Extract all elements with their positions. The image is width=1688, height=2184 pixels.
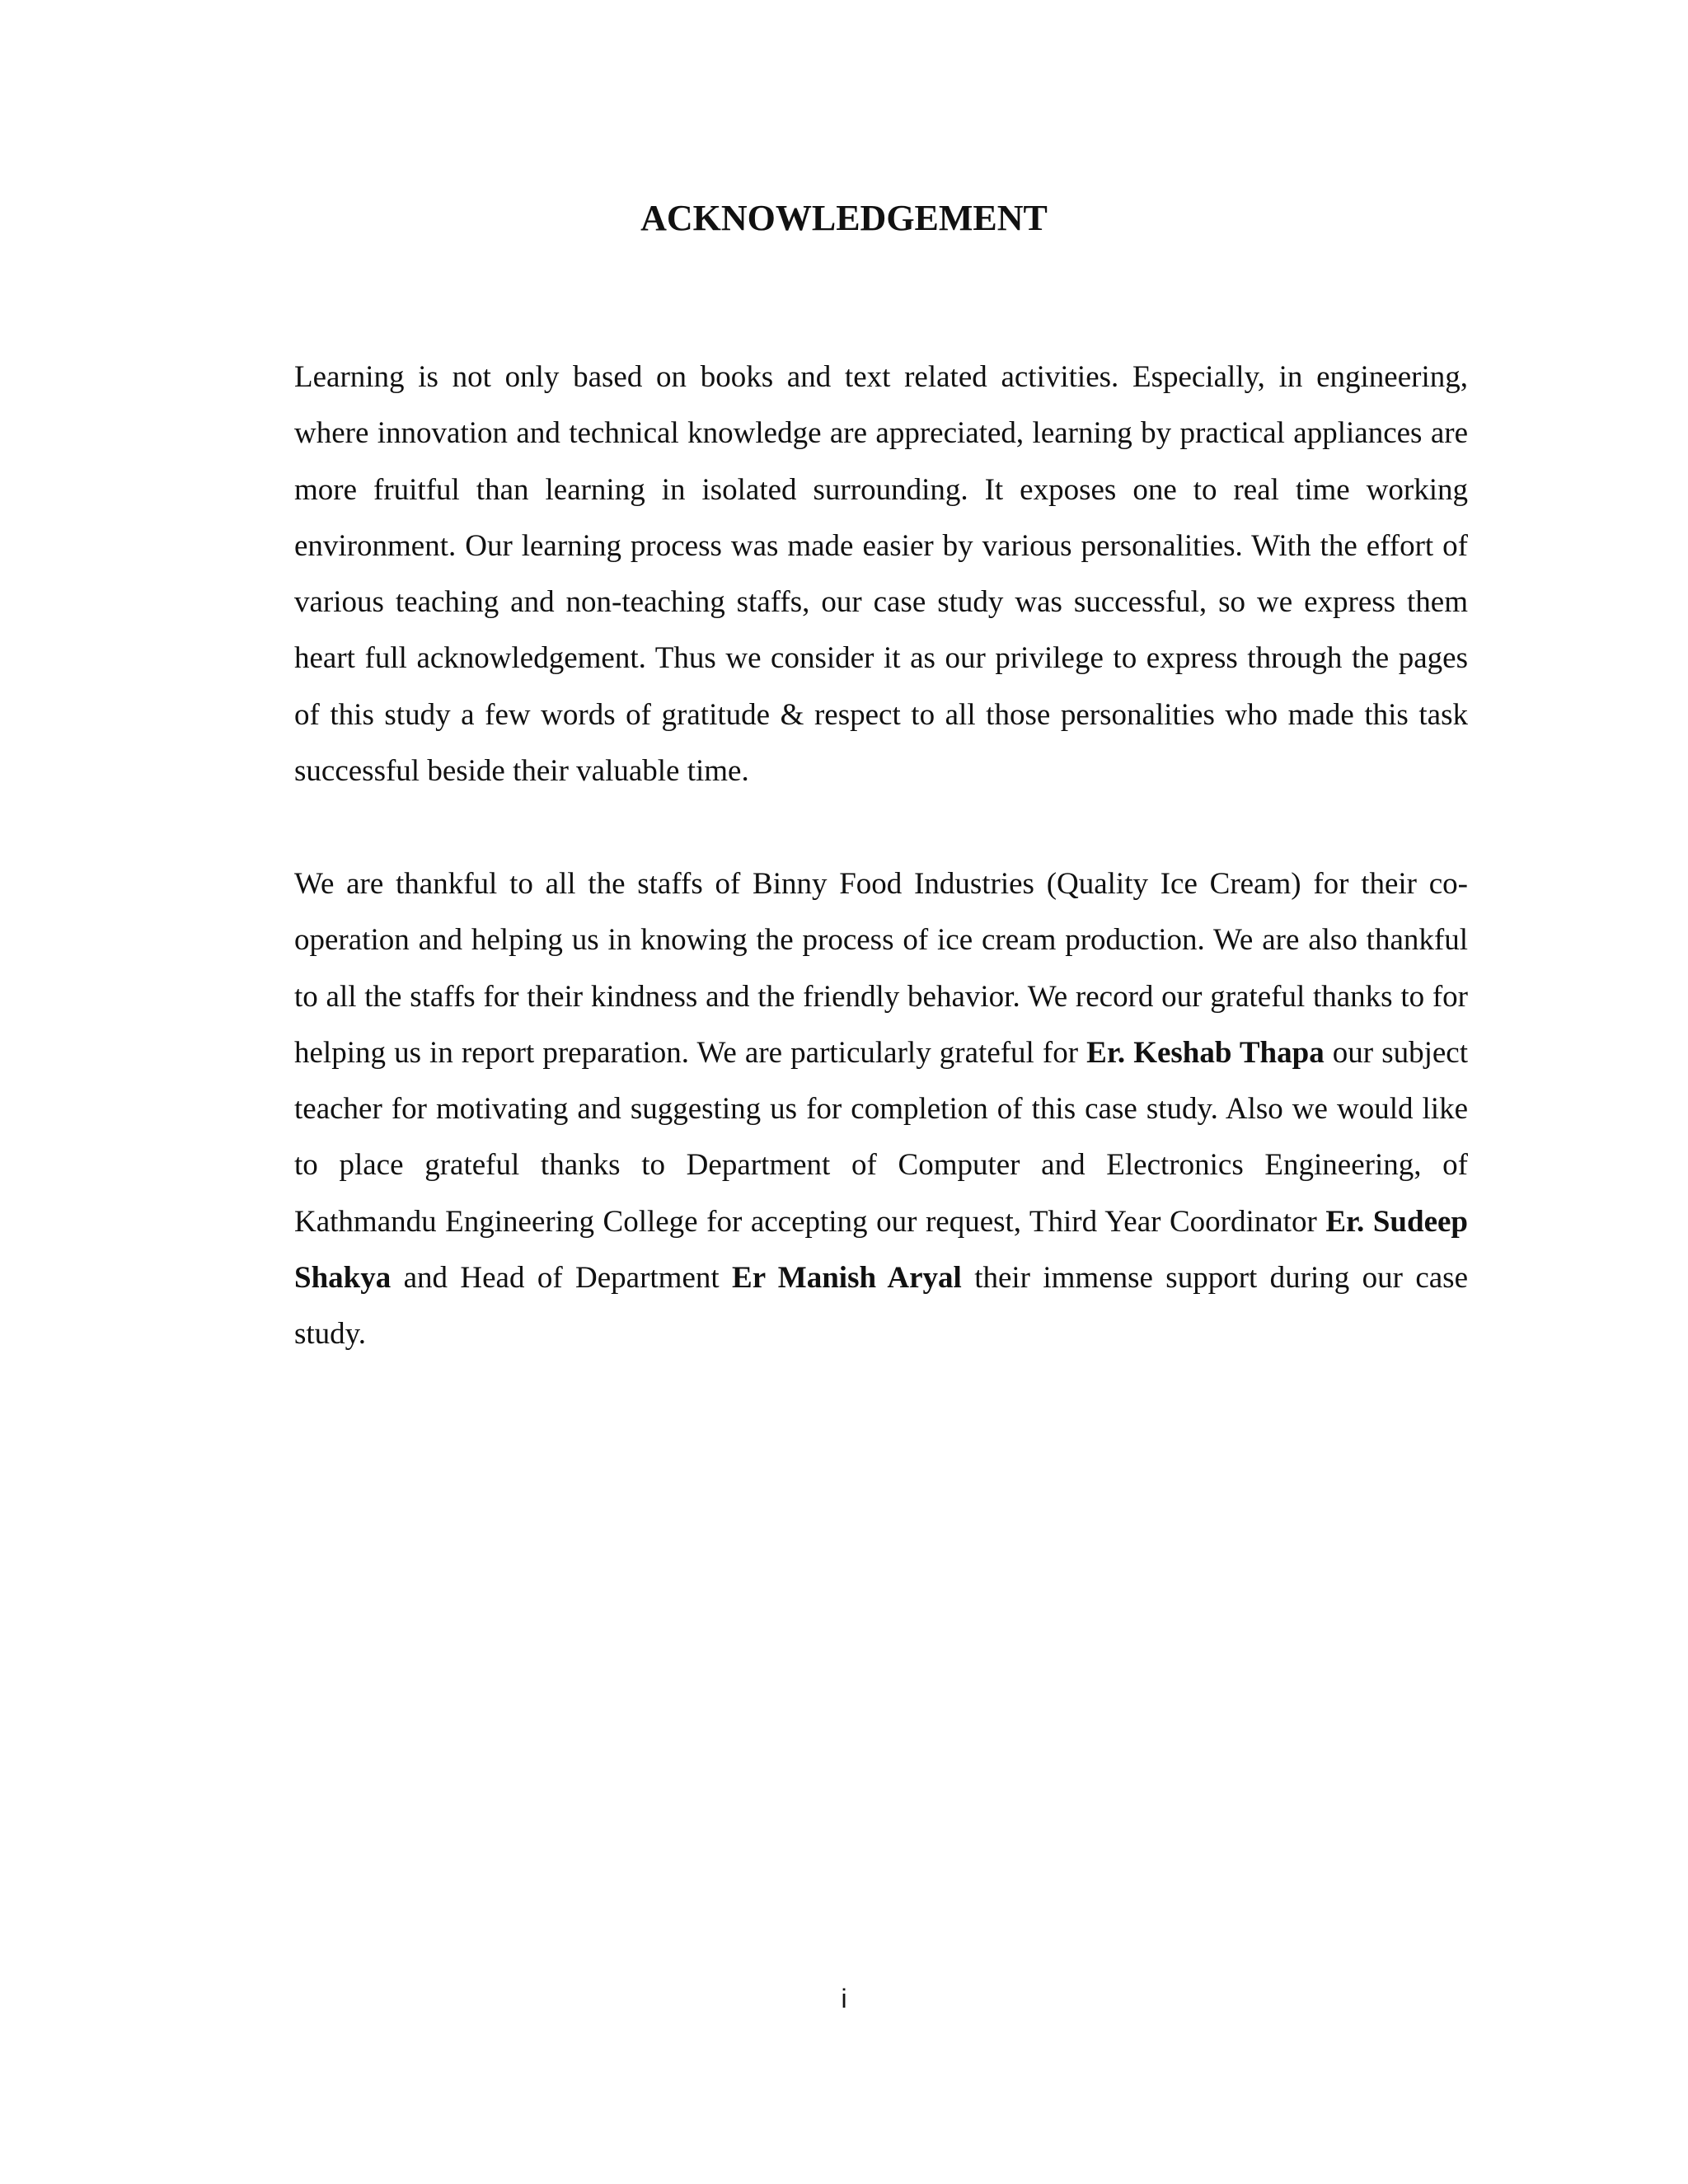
acknowledgement-paragraph-2	[294, 856, 1468, 1363]
acknowledgement-paragraph-1: Learning is not only based on books and text related activities. Especially, in engineering, where innovation and technical knowledge are appreciated, learning by practical appliances are more fruitful than learning in isolated surrounding. It exposes one to real time working environment. Our learning process was made easier by various personalities. With the effort of various teaching and non-teaching staffs, our case study was successful, so we express them heart full acknowledgement. Thus we consider it as our privilege to express through the pages of this study a few words of gratitude & respect to all those personalities who made this task successful beside their valuable time.	[294, 360, 1468, 789]
page-title: ACKNOWLEDGEMENT	[640, 198, 1048, 238]
paragraph-2-text-a: We are thankful to all the staffs of Binny Food Industries (Quality Ice Cream) for their co-operation and helping us in knowing the process of ice cream production. We are also thankful to all the staffs for their kindness and the friendly behavior. We record our grateful thanks to for helping us in report preparation. We are particularly grateful for	[294, 867, 1468, 1070]
paragraph-2-text-b: our subject teacher for motivating and suggesting us for completion of this case study. Also we would like to place grateful thanks to Department of Computer and Electronics Engineering, of Kathmandu Engineering College for accepting our request, Third Year Coordinator	[294, 1035, 1468, 1239]
coordinator-name: Er. Sudeep Shakya	[294, 1204, 1468, 1296]
head-of-department-name: Er Manish Aryal	[732, 1261, 962, 1296]
paragraph-2-text-c: and Head of Department	[391, 1261, 733, 1296]
paragraph-2-text-d: their immense support during our case study.	[294, 1261, 1468, 1352]
page-number: i	[841, 1984, 847, 2013]
subject-teacher-name: Er. Keshab Thapa	[1086, 1035, 1325, 1070]
